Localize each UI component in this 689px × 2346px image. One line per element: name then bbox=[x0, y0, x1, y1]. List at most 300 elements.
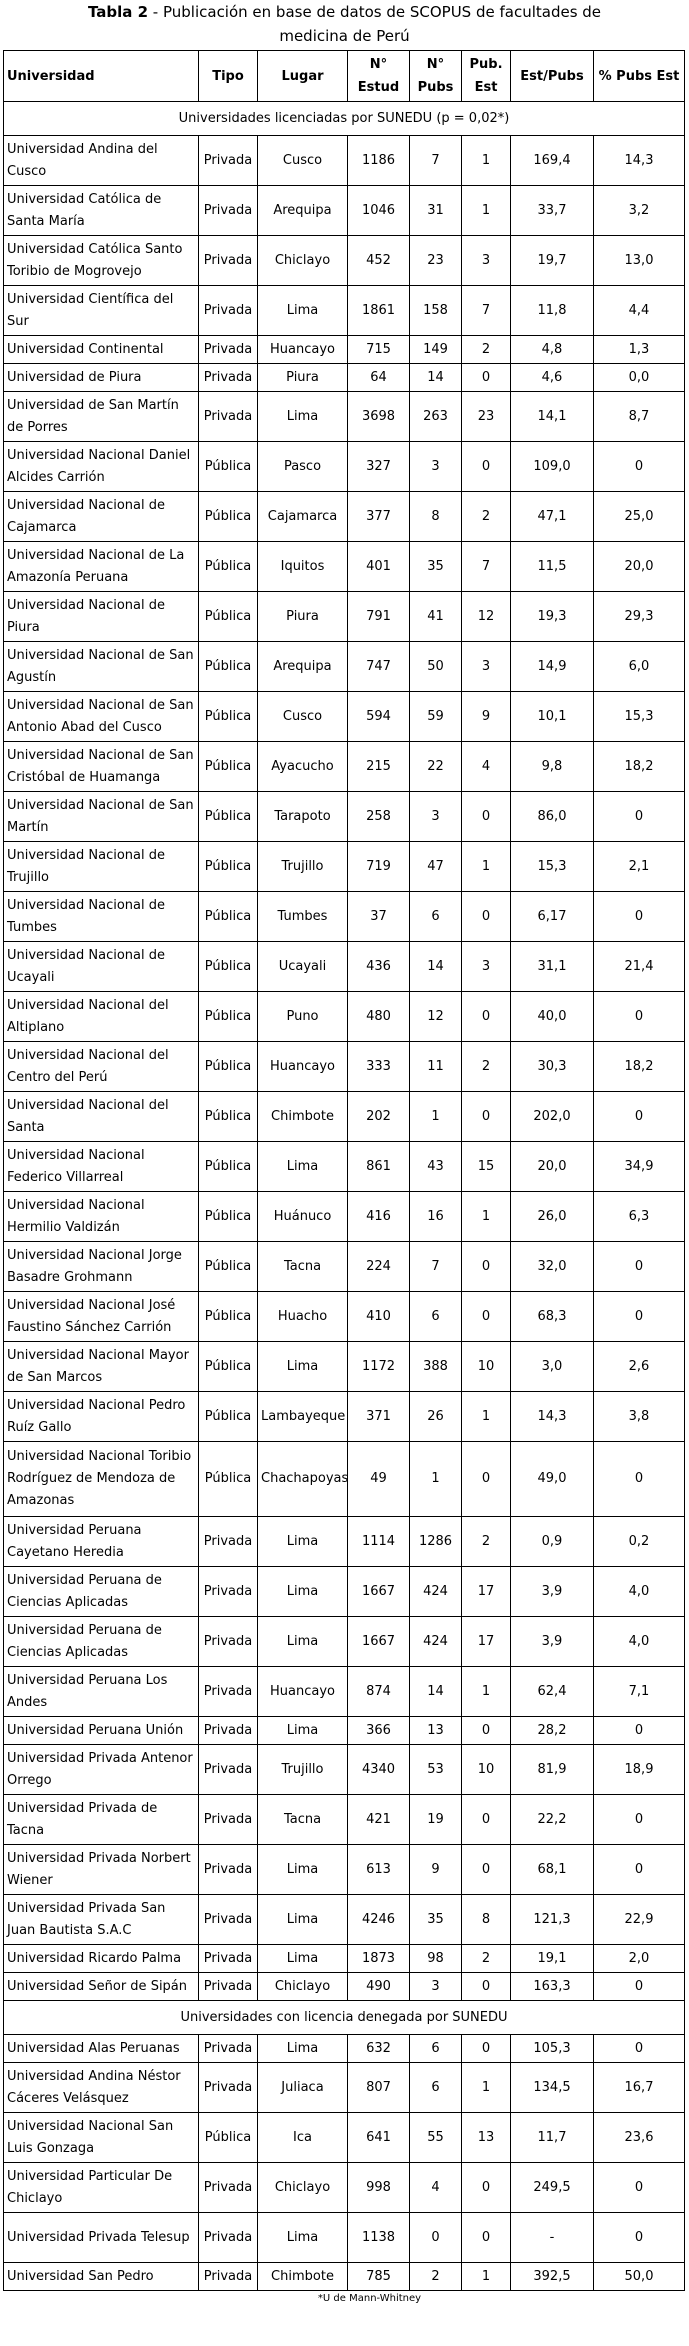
table-cell: 4246 bbox=[348, 1895, 410, 1945]
university-name-cell: Universidad Nacional de Trujillo bbox=[4, 842, 199, 892]
table-title-text: - Publicación en base de datos de SCOPUS de facultades de medicina de Perú bbox=[148, 3, 602, 45]
table-cell: 3 bbox=[462, 642, 511, 692]
table-cell: 371 bbox=[348, 1392, 410, 1442]
table-cell: Huacho bbox=[258, 1292, 348, 1342]
table-cell: Privada bbox=[199, 336, 258, 364]
table-title-bold: Tabla 2 bbox=[87, 3, 149, 21]
table-cell: Lambayeque bbox=[258, 1392, 348, 1442]
table-cell: 19,3 bbox=[511, 592, 594, 642]
table-cell: Privada bbox=[199, 1517, 258, 1567]
table-cell: Lima bbox=[258, 1945, 348, 1973]
table-cell: 202 bbox=[348, 1092, 410, 1142]
table-cell: Privada bbox=[199, 1617, 258, 1667]
table-cell: Trujillo bbox=[258, 842, 348, 892]
table-cell: 1,3 bbox=[594, 336, 685, 364]
table-cell: 0 bbox=[462, 992, 511, 1042]
table-cell: 6 bbox=[410, 2035, 462, 2063]
table-cell: 377 bbox=[348, 492, 410, 542]
table-cell: 613 bbox=[348, 1845, 410, 1895]
table-cell: Privada bbox=[199, 1745, 258, 1795]
table-row bbox=[4, 186, 685, 236]
table-cell: 3 bbox=[410, 442, 462, 492]
table-cell: 1 bbox=[462, 2063, 511, 2113]
table-cell: Pública bbox=[199, 992, 258, 1042]
table-cell: Tarapoto bbox=[258, 792, 348, 842]
table-cell: 1114 bbox=[348, 1517, 410, 1567]
table-cell: Huancayo bbox=[258, 336, 348, 364]
table-cell: 0 bbox=[462, 2035, 511, 2063]
table-row bbox=[4, 2063, 685, 2113]
table-cell: 2 bbox=[410, 2263, 462, 2291]
table-cell: 86,0 bbox=[511, 792, 594, 842]
table-cell: 22,2 bbox=[511, 1795, 594, 1845]
table-cell: Privada bbox=[199, 2213, 258, 2263]
table-row bbox=[4, 492, 685, 542]
table-cell: 1 bbox=[410, 1442, 462, 1517]
university-name-cell: Universidad Nacional de San Antonio Abad del Cusco bbox=[4, 692, 199, 742]
university-name-cell: Universidad San Pedro bbox=[4, 2263, 199, 2291]
table-cell: 22 bbox=[410, 742, 462, 792]
university-name-cell: Universidad Nacional del Altiplano bbox=[4, 992, 199, 1042]
table-cell: 4 bbox=[462, 742, 511, 792]
table-cell: Privada bbox=[199, 2063, 258, 2113]
table-cell: Privada bbox=[199, 286, 258, 336]
table-cell: 50 bbox=[410, 642, 462, 692]
table-row bbox=[4, 286, 685, 336]
university-name-cell: Universidad Señor de Sipán bbox=[4, 1973, 199, 2001]
table-cell: Chiclayo bbox=[258, 1973, 348, 2001]
table-cell: 785 bbox=[348, 2263, 410, 2291]
table-cell: 1861 bbox=[348, 286, 410, 336]
table-cell: 109,0 bbox=[511, 442, 594, 492]
table-cell: 4 bbox=[410, 2163, 462, 2213]
table-cell: 21,4 bbox=[594, 942, 685, 992]
table-row bbox=[4, 1192, 685, 1242]
table-cell: Juliaca bbox=[258, 2063, 348, 2113]
table-cell: 747 bbox=[348, 642, 410, 692]
table-cell: Pública bbox=[199, 642, 258, 692]
table-cell: 0,2 bbox=[594, 1517, 685, 1567]
table-cell: 202,0 bbox=[511, 1092, 594, 1142]
table-cell: 134,5 bbox=[511, 2063, 594, 2113]
table-cell: Chiclayo bbox=[258, 2163, 348, 2213]
table-cell: 0 bbox=[594, 1242, 685, 1292]
table-cell: Pública bbox=[199, 1392, 258, 1442]
table-cell: Pública bbox=[199, 1142, 258, 1192]
table-cell: Privada bbox=[199, 136, 258, 186]
table-cell: 9 bbox=[410, 1845, 462, 1895]
table-cell: 1286 bbox=[410, 1517, 462, 1567]
table-cell: Pública bbox=[199, 1292, 258, 1342]
table-cell: Privada bbox=[199, 392, 258, 442]
table-cell: 258 bbox=[348, 792, 410, 842]
table-row bbox=[4, 236, 685, 286]
university-name-cell: Universidad Científica del Sur bbox=[4, 286, 199, 336]
table-cell: 14 bbox=[410, 1667, 462, 1717]
table-cell: 3,2 bbox=[594, 186, 685, 236]
table-row bbox=[4, 336, 685, 364]
table-row bbox=[4, 742, 685, 792]
table-row bbox=[4, 542, 685, 592]
table-cell: Privada bbox=[199, 1973, 258, 2001]
table-cell: 224 bbox=[348, 1242, 410, 1292]
table-cell: 35 bbox=[410, 1895, 462, 1945]
table-cell: 10 bbox=[462, 1745, 511, 1795]
table-cell: 121,3 bbox=[511, 1895, 594, 1945]
table-cell: 33,7 bbox=[511, 186, 594, 236]
university-name-cell: Universidad Nacional Federico Villarreal bbox=[4, 1142, 199, 1192]
table-cell: Lima bbox=[258, 1517, 348, 1567]
table-cell: Pública bbox=[199, 442, 258, 492]
table-cell: Pública bbox=[199, 1042, 258, 1092]
table-cell: Trujillo bbox=[258, 1745, 348, 1795]
table-cell: 13 bbox=[462, 2113, 511, 2163]
table-cell: 8,7 bbox=[594, 392, 685, 442]
table-cell: 23,6 bbox=[594, 2113, 685, 2163]
table-cell: Piura bbox=[258, 364, 348, 392]
table-row bbox=[4, 1745, 685, 1795]
section-header-row bbox=[4, 2001, 685, 2035]
table-cell: 874 bbox=[348, 1667, 410, 1717]
university-name-cell: Universidad Privada de Tacna bbox=[4, 1795, 199, 1845]
table-cell: 0 bbox=[462, 1717, 511, 1745]
table-row bbox=[4, 364, 685, 392]
table-cell: 149 bbox=[410, 336, 462, 364]
table-cell: Lima bbox=[258, 1567, 348, 1617]
table-cell: 1 bbox=[462, 2263, 511, 2291]
table-cell: 11,8 bbox=[511, 286, 594, 336]
table-cell: 3,8 bbox=[594, 1392, 685, 1442]
table-cell: 16,7 bbox=[594, 2063, 685, 2113]
table-row bbox=[4, 1795, 685, 1845]
university-name-cell: Universidad Nacional de Tumbes bbox=[4, 892, 199, 942]
table-cell: 14,9 bbox=[511, 642, 594, 692]
table-cell: 11 bbox=[410, 1042, 462, 1092]
table-row bbox=[4, 1242, 685, 1292]
university-name-cell: Universidad Peruana de Ciencias Aplicadas bbox=[4, 1567, 199, 1617]
table-cell: 81,9 bbox=[511, 1745, 594, 1795]
header-est-pubs: Est/Pubs bbox=[511, 51, 594, 102]
table-cell: 20,0 bbox=[594, 542, 685, 592]
table-row bbox=[4, 1442, 685, 1517]
table-cell: 25,0 bbox=[594, 492, 685, 542]
table-cell: 31,1 bbox=[511, 942, 594, 992]
table-cell: 416 bbox=[348, 1192, 410, 1242]
table-row bbox=[4, 892, 685, 942]
table-cell: 424 bbox=[410, 1567, 462, 1617]
table-row bbox=[4, 1342, 685, 1392]
table-row bbox=[4, 1945, 685, 1973]
table-cell: Privada bbox=[199, 1945, 258, 1973]
table-cell: Huancayo bbox=[258, 1667, 348, 1717]
table-row bbox=[4, 1667, 685, 1717]
table-cell: 158 bbox=[410, 286, 462, 336]
table-cell: 32,0 bbox=[511, 1242, 594, 1292]
university-name-cell: Universidad Nacional de San Agustín bbox=[4, 642, 199, 692]
table-cell: 327 bbox=[348, 442, 410, 492]
table-cell: 1138 bbox=[348, 2213, 410, 2263]
university-name-cell: Universidad Continental bbox=[4, 336, 199, 364]
table-cell: 715 bbox=[348, 336, 410, 364]
table-cell: Pública bbox=[199, 692, 258, 742]
table-cell: 14,3 bbox=[511, 1392, 594, 1442]
table-cell: 4,0 bbox=[594, 1567, 685, 1617]
university-name-cell: Universidad Nacional Pedro Ruíz Gallo bbox=[4, 1392, 199, 1442]
table-cell: 20,0 bbox=[511, 1142, 594, 1192]
table-cell: 421 bbox=[348, 1795, 410, 1845]
table-cell: 47,1 bbox=[511, 492, 594, 542]
table-cell: 807 bbox=[348, 2063, 410, 2113]
table-cell: Lima bbox=[258, 1895, 348, 1945]
table-cell: 0 bbox=[594, 1717, 685, 1745]
table-cell: 34,9 bbox=[594, 1142, 685, 1192]
table-cell: 0 bbox=[594, 792, 685, 842]
table-cell: 10 bbox=[462, 1342, 511, 1392]
table-cell: Huancayo bbox=[258, 1042, 348, 1092]
university-name-cell: Universidad Nacional del Santa bbox=[4, 1092, 199, 1142]
university-name-cell: Universidad Nacional José Faustino Sánchez Carrión bbox=[4, 1292, 199, 1342]
table-cell: 64 bbox=[348, 364, 410, 392]
table-cell: Cusco bbox=[258, 136, 348, 186]
table-cell: Lima bbox=[258, 1845, 348, 1895]
table-cell: 105,3 bbox=[511, 2035, 594, 2063]
table-row bbox=[4, 642, 685, 692]
university-name-cell: Universidad Nacional Mayor de San Marcos bbox=[4, 1342, 199, 1392]
table-cell: 53 bbox=[410, 1745, 462, 1795]
table-cell: Privada bbox=[199, 1667, 258, 1717]
table-cell: 263 bbox=[410, 392, 462, 442]
table-cell: Pública bbox=[199, 842, 258, 892]
footnote: *U de Mann-Whitney bbox=[317, 2293, 422, 2304]
table-cell: 641 bbox=[348, 2113, 410, 2163]
table-cell: 22,9 bbox=[594, 1895, 685, 1945]
table-cell: 19 bbox=[410, 1795, 462, 1845]
table-cell: 13 bbox=[410, 1717, 462, 1745]
table-cell: 30,3 bbox=[511, 1042, 594, 1092]
table-cell: Privada bbox=[199, 1567, 258, 1617]
table-row bbox=[4, 136, 685, 186]
table-cell: Lima bbox=[258, 1617, 348, 1667]
table-cell: Chimbote bbox=[258, 1092, 348, 1142]
table-cell: 424 bbox=[410, 1617, 462, 1667]
header-tipo: Tipo bbox=[199, 51, 258, 102]
table-cell: 163,3 bbox=[511, 1973, 594, 2001]
table-cell: 12 bbox=[410, 992, 462, 1042]
table-row bbox=[4, 1142, 685, 1192]
university-name-cell: Universidad Nacional de San Martín bbox=[4, 792, 199, 842]
table-cell: 59 bbox=[410, 692, 462, 742]
table-row bbox=[4, 1973, 685, 2001]
table-cell: Lima bbox=[258, 1142, 348, 1192]
table-cell: 41 bbox=[410, 592, 462, 642]
table-title bbox=[0, 0, 689, 50]
table-cell: Arequipa bbox=[258, 186, 348, 236]
table-cell: 50,0 bbox=[594, 2263, 685, 2291]
table-cell: Cajamarca bbox=[258, 492, 348, 542]
header-lugar: Lugar bbox=[258, 51, 348, 102]
table-cell: 6,3 bbox=[594, 1192, 685, 1242]
table-cell: 17 bbox=[462, 1567, 511, 1617]
table-cell: 14 bbox=[410, 942, 462, 992]
table-cell: 3,9 bbox=[511, 1617, 594, 1667]
table-cell: Privada bbox=[199, 236, 258, 286]
table-cell: Pública bbox=[199, 592, 258, 642]
table-cell: Ayacucho bbox=[258, 742, 348, 792]
table-cell: 15 bbox=[462, 1142, 511, 1192]
table-cell: 436 bbox=[348, 942, 410, 992]
table-row bbox=[4, 1392, 685, 1442]
table-cell: 0 bbox=[462, 1442, 511, 1517]
table-cell: Pública bbox=[199, 1342, 258, 1392]
table-cell: 1667 bbox=[348, 1567, 410, 1617]
table-cell: 23 bbox=[410, 236, 462, 286]
table-cell: Pública bbox=[199, 792, 258, 842]
university-name-cell: Universidad Nacional de La Amazonía Peruana bbox=[4, 542, 199, 592]
table-cell: Tumbes bbox=[258, 892, 348, 942]
table-cell: Puno bbox=[258, 992, 348, 1042]
table-cell: 2 bbox=[462, 1945, 511, 1973]
university-name-cell: Universidad Peruana Cayetano Heredia bbox=[4, 1517, 199, 1567]
table-cell: Lima bbox=[258, 286, 348, 336]
table-cell: 0 bbox=[594, 1292, 685, 1342]
table-cell: Pública bbox=[199, 1192, 258, 1242]
table-row bbox=[4, 1042, 685, 1092]
table-cell: 6,17 bbox=[511, 892, 594, 942]
table-row bbox=[4, 1517, 685, 1567]
university-name-cell: Universidad Peruana de Ciencias Aplicadas bbox=[4, 1617, 199, 1667]
table-cell: 861 bbox=[348, 1142, 410, 1192]
table-cell: 0 bbox=[462, 1292, 511, 1342]
table-cell: 1 bbox=[410, 1092, 462, 1142]
table-row bbox=[4, 442, 685, 492]
table-cell: 4,0 bbox=[594, 1617, 685, 1667]
table-row bbox=[4, 592, 685, 642]
table-cell: 15,3 bbox=[511, 842, 594, 892]
table-cell: 23 bbox=[462, 392, 511, 442]
table-cell: Pasco bbox=[258, 442, 348, 492]
table-cell: Privada bbox=[199, 2163, 258, 2213]
table-cell: 0 bbox=[594, 1442, 685, 1517]
table-cell: 3 bbox=[462, 942, 511, 992]
table-cell: 16 bbox=[410, 1192, 462, 1242]
table-row bbox=[4, 692, 685, 742]
table-cell: 333 bbox=[348, 1042, 410, 1092]
table-row bbox=[4, 1292, 685, 1342]
table-cell: 0 bbox=[594, 2035, 685, 2063]
table-cell: 1 bbox=[462, 842, 511, 892]
table-cell: 8 bbox=[410, 492, 462, 542]
table-cell: Privada bbox=[199, 2035, 258, 2063]
table-cell: 0 bbox=[462, 1845, 511, 1895]
table-cell: 1172 bbox=[348, 1342, 410, 1392]
table-cell: 1 bbox=[462, 136, 511, 186]
table-cell: 11,7 bbox=[511, 2113, 594, 2163]
university-name-cell: Universidad Nacional de San Cristóbal de Huamanga bbox=[4, 742, 199, 792]
table-cell: 0,0 bbox=[594, 364, 685, 392]
table-cell: 480 bbox=[348, 992, 410, 1042]
table-cell: 11,5 bbox=[511, 542, 594, 592]
table-cell: 6 bbox=[410, 1292, 462, 1342]
table-cell: 0 bbox=[594, 1092, 685, 1142]
table-cell: 29,3 bbox=[594, 592, 685, 642]
table-cell: Pública bbox=[199, 1242, 258, 1292]
table-cell: 55 bbox=[410, 2113, 462, 2163]
table-cell: 6 bbox=[410, 2063, 462, 2113]
table-cell: 0 bbox=[594, 1795, 685, 1845]
table-cell: 4,4 bbox=[594, 286, 685, 336]
table-cell: 18,2 bbox=[594, 1042, 685, 1092]
table-cell: 47 bbox=[410, 842, 462, 892]
table-cell: 366 bbox=[348, 1717, 410, 1745]
table-cell: 3698 bbox=[348, 392, 410, 442]
table-cell: 28,2 bbox=[511, 1717, 594, 1745]
table-cell: 3 bbox=[410, 792, 462, 842]
table-cell: Privada bbox=[199, 1717, 258, 1745]
table-cell: 0 bbox=[462, 892, 511, 942]
university-name-cell: Universidad de Piura bbox=[4, 364, 199, 392]
university-name-cell: Universidad Nacional Toribio Rodríguez de Mendoza de Amazonas bbox=[4, 1442, 199, 1517]
table-row bbox=[4, 392, 685, 442]
university-name-cell: Universidad Nacional de Piura bbox=[4, 592, 199, 642]
table-cell: 490 bbox=[348, 1973, 410, 2001]
table-cell: Chimbote bbox=[258, 2263, 348, 2291]
table-cell: 6,0 bbox=[594, 642, 685, 692]
table-cell: 49 bbox=[348, 1442, 410, 1517]
table-cell: 0 bbox=[462, 792, 511, 842]
table-cell: 4,8 bbox=[511, 336, 594, 364]
table-row bbox=[4, 1567, 685, 1617]
table-cell: 0 bbox=[462, 1092, 511, 1142]
table-cell: 632 bbox=[348, 2035, 410, 2063]
table-row bbox=[4, 942, 685, 992]
table-cell: Pública bbox=[199, 892, 258, 942]
table-cell: Piura bbox=[258, 592, 348, 642]
table-cell: 26,0 bbox=[511, 1192, 594, 1242]
table-row bbox=[4, 1092, 685, 1142]
table-cell: 0 bbox=[462, 1795, 511, 1845]
table-cell: 0 bbox=[462, 1973, 511, 2001]
table-cell: Pública bbox=[199, 1442, 258, 1517]
header-row bbox=[4, 51, 685, 102]
university-name-cell: Universidad Privada Telesup bbox=[4, 2213, 199, 2263]
table-row bbox=[4, 1845, 685, 1895]
table-cell: 68,1 bbox=[511, 1845, 594, 1895]
university-name-cell: Universidad Alas Peruanas bbox=[4, 2035, 199, 2063]
table-cell: Ica bbox=[258, 2113, 348, 2163]
table-cell: 169,4 bbox=[511, 136, 594, 186]
university-name-cell: Universidad Nacional de Ucayali bbox=[4, 942, 199, 992]
table-cell: 62,4 bbox=[511, 1667, 594, 1717]
table-cell: 7 bbox=[462, 286, 511, 336]
university-name-cell: Universidad Peruana Los Andes bbox=[4, 1667, 199, 1717]
section-label: Universidades con licencia denegada por SUNEDU bbox=[4, 2001, 685, 2035]
table-cell: 12 bbox=[462, 592, 511, 642]
table-cell: 1667 bbox=[348, 1617, 410, 1667]
table-cell: Lima bbox=[258, 2035, 348, 2063]
section-header-row bbox=[4, 102, 685, 136]
table-cell: 2,6 bbox=[594, 1342, 685, 1392]
table-cell: Privada bbox=[199, 1845, 258, 1895]
university-name-cell: Universidad Nacional Hermilio Valdizán bbox=[4, 1192, 199, 1242]
table-cell: 3,0 bbox=[511, 1342, 594, 1392]
table-cell: Lima bbox=[258, 2213, 348, 2263]
table-body bbox=[4, 102, 685, 2291]
table-cell: 9,8 bbox=[511, 742, 594, 792]
university-name-cell: Universidad Nacional Daniel Alcides Carrión bbox=[4, 442, 199, 492]
table-cell: 3 bbox=[462, 236, 511, 286]
table-cell: Pública bbox=[199, 1092, 258, 1142]
table-cell: Pública bbox=[199, 492, 258, 542]
